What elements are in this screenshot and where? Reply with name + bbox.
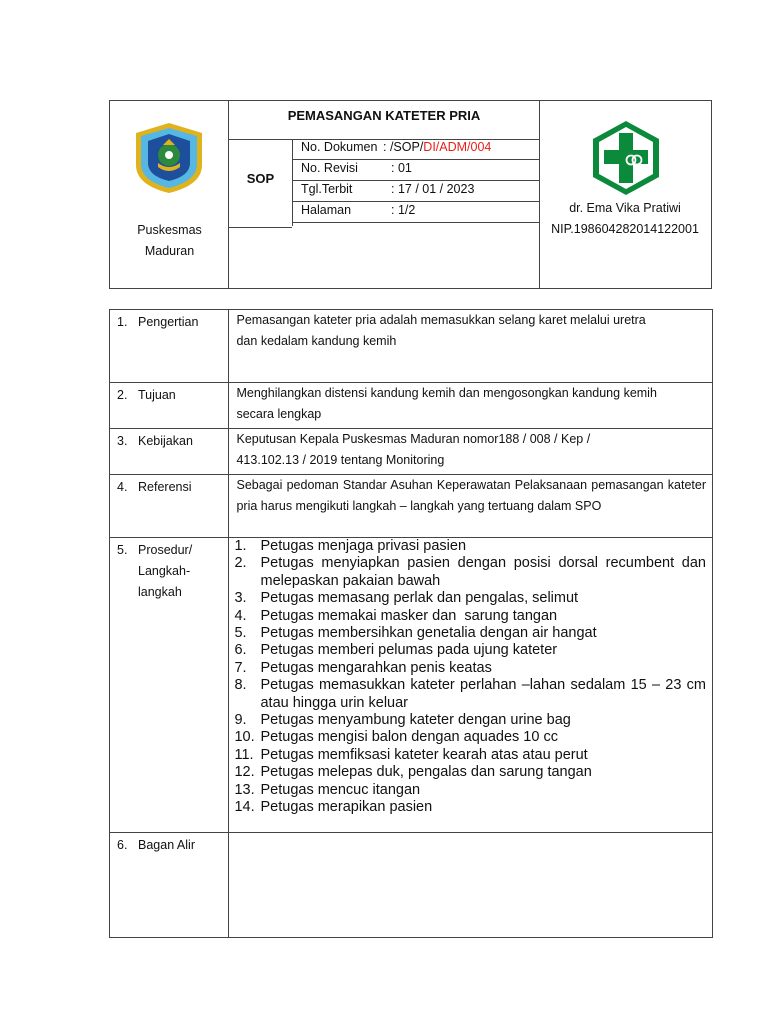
field-separator: : [391, 161, 398, 175]
section-text: Pemasangan kateter pria adalah memasukkan selang karet melalui uretra dan kedalam kandung kemih [236, 313, 646, 348]
flowchart-cell [229, 833, 713, 938]
step-text: Petugas memakai masker dan sarung tangan [260, 607, 558, 624]
section-label-cell [110, 475, 229, 538]
step-text: Petugas memasukkan kateter perlahan –lahan sedalam 15 – 23 cm atau hingga urin keluar [260, 677, 706, 711]
step-text: Petugas melepas duk, pengalas dan sarung tangan [260, 764, 592, 781]
field-separator: : [383, 140, 390, 154]
field-value-text: 1/2 [397, 203, 416, 217]
section-row-definition [110, 310, 713, 383]
procedure-step [234, 625, 706, 642]
sop-content-table [109, 309, 713, 938]
step-number: 12. [234, 764, 255, 781]
section-label-cell [110, 383, 229, 429]
field-value-text: 01 [397, 161, 412, 175]
document-fields [293, 139, 539, 223]
section-label-cell [110, 833, 229, 938]
step-text: Petugas memberi pelumas pada ujung kateter [260, 642, 558, 659]
field-separator: : [391, 182, 398, 196]
procedure-step [234, 660, 706, 677]
procedure-step [234, 764, 706, 781]
section-label-cell [110, 310, 229, 383]
section-label-line3: langkah [138, 585, 182, 599]
section-label: Kebijakan [138, 434, 193, 448]
step-text: Petugas mencuc itangan [260, 781, 421, 798]
field-value [391, 202, 415, 219]
organization-cell [109, 100, 229, 289]
section-number: 5. [117, 543, 128, 557]
procedure-step [234, 712, 706, 729]
step-number: 6. [234, 642, 247, 659]
step-number: 9. [234, 712, 247, 729]
step-number: 5. [234, 625, 247, 642]
procedure-step [234, 747, 706, 764]
section-content-cell [229, 310, 713, 383]
field-label: Tgl.Terbit [301, 182, 353, 196]
sop-label: SOP [229, 139, 293, 226]
section-content-cell [229, 383, 713, 429]
section-label: Referensi [138, 480, 192, 494]
procedure-step [234, 677, 706, 712]
step-number: 8. [234, 677, 247, 694]
section-number: 2. [117, 388, 128, 402]
field-value-code: DI/ADM/004 [423, 140, 492, 154]
section-row-flowchart [110, 833, 713, 938]
step-text: Petugas menjaga privasi pasien [260, 538, 467, 554]
step-number: 4. [234, 607, 247, 624]
signatory-cell [539, 100, 712, 289]
step-number: 7. [234, 659, 247, 676]
section-label-cell [110, 538, 229, 833]
field-row-issue-date [293, 181, 539, 202]
step-number: 10. [234, 729, 255, 746]
step-number: 14. [234, 799, 255, 816]
field-row-document-number [293, 139, 539, 160]
section-text: Sebagai pedoman Standar Asuhan Keperawatan Pelaksanaan pemasangan kateter pria harus mengikuti langkah – langkah yang tertuang dalam SPO [236, 478, 706, 513]
organization-name-line1: Puskesmas [137, 223, 202, 237]
field-label: Halaman [301, 203, 352, 217]
section-row-policy [110, 429, 713, 475]
procedure-step [234, 729, 706, 746]
section-label-line2: Langkah- [138, 564, 191, 578]
step-text: Petugas memfiksasi kateter kearah atas atau perut [260, 746, 588, 763]
section-row-procedure [110, 538, 713, 833]
section-content-cell [229, 429, 713, 475]
step-text: Petugas memasang perlak dan pengalas, selimut [260, 590, 579, 607]
step-text: Petugas menyiapkan pasien dengan posisi dorsal recumbent dan melepaskan pakaian bawah [260, 555, 706, 589]
section-text: Keputusan Kepala Puskesmas Maduran nomor188 / 008 / Kep / 413.102.13 / 2019 tentang Monitoring [236, 432, 591, 467]
section-content-cell [229, 475, 713, 538]
field-value [391, 181, 474, 198]
section-label-cell [110, 429, 229, 475]
procedure-step [234, 782, 706, 799]
step-text: Petugas membersihkan genetalia dengan air hangat [260, 625, 597, 642]
section-number: 4. [117, 480, 128, 494]
procedure-step [234, 799, 706, 816]
field-value-text: 17 / 01 / 2023 [397, 182, 475, 196]
step-number: 1. [234, 538, 247, 554]
procedure-step [234, 608, 706, 625]
organization-name-line2: Maduran [144, 244, 195, 258]
field-row-page [293, 202, 539, 223]
step-number: 3. [234, 590, 247, 607]
signatory-nip: NIP.198604282014122001 [551, 222, 699, 236]
document-title: PEMASANGAN KATETER PRIA [229, 101, 539, 140]
procedure-step [234, 538, 706, 555]
step-text: Petugas mengisi balon dengan aquades 10 cc [260, 729, 558, 746]
procedure-step [234, 555, 706, 590]
sop-header [109, 100, 713, 289]
procedure-steps-cell [229, 538, 713, 833]
step-text: Petugas merapikan pasien [260, 799, 433, 816]
procedure-steps-list [229, 538, 712, 817]
section-label: Bagan Alir [138, 838, 195, 852]
field-label: No. Revisi [301, 161, 358, 175]
step-text: Petugas mengarahkan penis keatas [260, 659, 492, 676]
section-label: Pengertian [138, 315, 199, 329]
section-label: Tujuan [138, 388, 176, 402]
step-text: Petugas menyambung kateter dengan urine bag [260, 712, 571, 729]
step-number: 13. [234, 781, 255, 798]
signatory-name: dr. Ema Vika Pratiwi [569, 201, 681, 215]
section-number: 3. [117, 434, 128, 448]
section-text: Menghilangkan distensi kandung kemih dan mengosongkan kandung kemih secara lengkap [236, 386, 657, 421]
procedure-step [234, 642, 706, 659]
step-number: 2. [234, 555, 247, 572]
document-info-cell [228, 100, 540, 289]
field-row-revision [293, 160, 539, 181]
field-label: No. Dokumen [301, 140, 378, 154]
puskesmas-logo-icon [590, 119, 662, 197]
section-number: 6. [117, 838, 128, 852]
section-number: 1. [117, 315, 128, 329]
section-label-line1: Prosedur/ [138, 543, 193, 557]
field-separator: : [391, 203, 398, 217]
divider [229, 227, 292, 228]
regency-emblem-icon [132, 121, 206, 195]
field-value [391, 160, 412, 177]
field-value-prefix: /SOP/ [389, 140, 424, 154]
step-number: 11. [234, 746, 254, 763]
field-value [383, 139, 491, 156]
procedure-step [234, 590, 706, 607]
section-row-purpose [110, 383, 713, 429]
section-row-reference [110, 475, 713, 538]
